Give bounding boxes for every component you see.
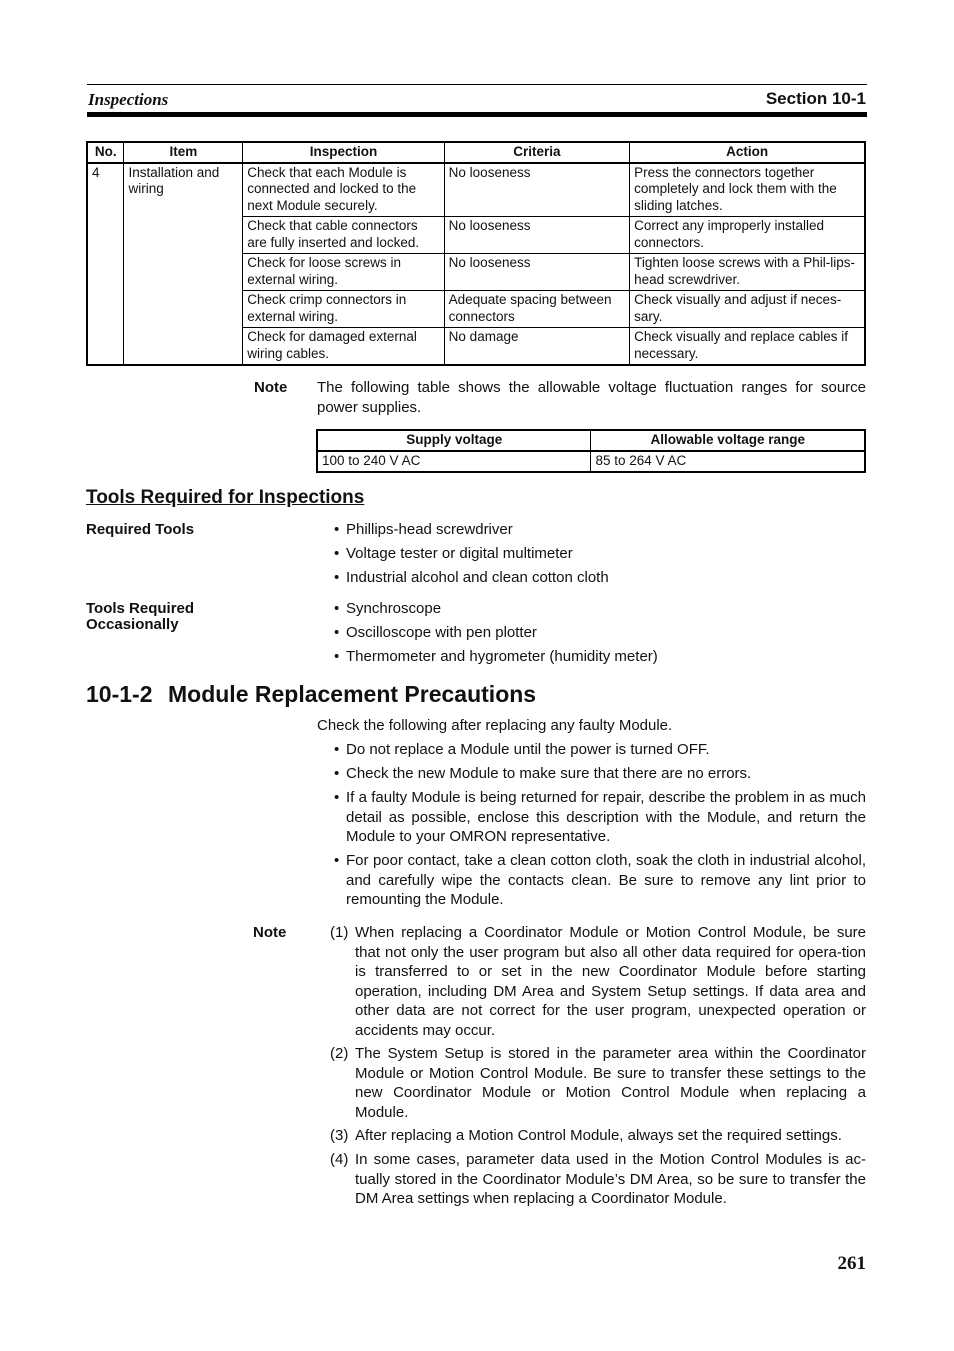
list-item: • Industrial alcohol and clean cotton cloth <box>332 568 866 588</box>
voltage-table <box>316 429 866 473</box>
list-item <box>330 1150 866 1209</box>
column-header-action: Action <box>630 142 865 163</box>
cell-supply-voltage: 100 to 240 V AC <box>317 451 591 473</box>
tools-heading: Tools Required for Inspections <box>86 487 365 508</box>
list-item: • If a faulty Module is being returned for repair, describe the problem in as much detail as possible, enclose this description with the Module, and return the Module to your OMRON representative. <box>332 788 866 847</box>
required-tools-list <box>332 520 866 592</box>
list-item: • Do not replace a Module until the power is turned OFF. <box>332 740 866 760</box>
table-row <box>317 451 865 473</box>
header-chapter-title: Inspections <box>88 90 169 109</box>
cell-action: Press the connectors together completely and lock them with the sliding latches. <box>630 163 865 217</box>
occasional-tools-label-line2: Occasionally <box>86 616 179 633</box>
cell-inspection: Check for loose screws in external wiring. <box>243 254 444 291</box>
column-header-criteria: Criteria <box>444 142 629 163</box>
note-numbered-list <box>330 923 866 1213</box>
cell-criteria: Adequate spacing between connectors <box>444 291 629 328</box>
cell-allowable-range: 85 to 264 V AC <box>591 451 865 473</box>
cell-inspection: Check that cable connectors are fully inserted and locked. <box>243 217 444 254</box>
list-item-text: After replacing a Motion Control Module, always set the required settings. <box>355 1127 842 1145</box>
list-item <box>330 923 866 1040</box>
list-item-text: The System Setup is stored in the parameter area within the Coordinator Module or Motion Control Module. Be sure to transfer these settings to the new Coordinator Module or Motion Control Module when replacing a Module. <box>355 1045 866 1121</box>
cell-action: Check visually and adjust if neces-sary. <box>630 291 865 328</box>
list-item: • For poor contact, take a clean cotton cloth, soak the cloth in industrial alcohol, and carefully wipe the contacts clean. Be sure to remove any lint prior to remounting the Module. <box>332 851 866 910</box>
occasional-tools-list <box>332 599 866 671</box>
section-number: 10-1-2 <box>86 681 153 707</box>
note-label: Note <box>253 924 287 941</box>
cell-action: Check visually and replace cables if necessary. <box>630 328 865 366</box>
list-item <box>330 1126 866 1146</box>
header-bottom-rule <box>87 112 867 117</box>
table-row <box>87 163 865 217</box>
section-intro: Check the following after replacing any faulty Module. <box>317 717 673 734</box>
cell-inspection: Check for damaged external wiring cables. <box>243 328 444 366</box>
occasional-tools-label-line1: Tools Required <box>86 600 195 617</box>
list-item-number: (3) <box>330 1127 349 1145</box>
cell-criteria: No looseness <box>444 217 629 254</box>
list-item: • Oscilloscope with pen plotter <box>332 623 866 643</box>
list-item-number: (2) <box>330 1045 349 1063</box>
column-header-inspection: Inspection <box>243 142 444 163</box>
list-item: • Voltage tester or digital multimeter <box>332 544 866 564</box>
cell-no: 4 <box>87 163 124 366</box>
column-header-supply-voltage: Supply voltage <box>317 430 591 451</box>
header-section-label: Section 10-1 <box>765 89 866 108</box>
table-header-row <box>87 142 865 163</box>
cell-inspection: Check that each Module is connected and locked to the next Module securely. <box>243 163 444 217</box>
cell-criteria: No looseness <box>444 163 629 217</box>
cell-action: Correct any improperly installed connectors. <box>630 217 865 254</box>
inspection-table <box>86 141 866 366</box>
section-heading <box>86 681 536 708</box>
required-tools-label: Required Tools <box>86 521 195 538</box>
table-header-row <box>317 430 865 451</box>
list-item-number: (1) <box>330 924 349 941</box>
cell-item: Installation and wiring <box>124 163 243 366</box>
occasional-tools-label <box>86 601 194 633</box>
note-text: The following table shows the allowable voltage fluctuation ranges for source power supplies. <box>317 379 866 416</box>
column-header-no: No. <box>87 142 124 163</box>
list-item: • Thermometer and hygrometer (humidity meter) <box>332 647 866 667</box>
list-item-text: When replacing a Coordinator Module or Motion Control Module, be sure that not only the user program but also all other data required for opera-tion is transferred to or set in the new Coordinator Module before starting operation, including DM Area and System Setup settings. If data area and other data are not correct for the user program, unexpected operation or accidents may occur. <box>355 924 866 1039</box>
page-number: 261 <box>837 1253 866 1274</box>
list-item-number: (4) <box>330 1151 349 1169</box>
note-label: Note <box>254 379 288 396</box>
list-item <box>330 1044 866 1122</box>
list-item: • Check the new Module to make sure that there are no errors. <box>332 764 866 784</box>
header-top-rule <box>87 84 867 85</box>
list-item: • Phillips-head screwdriver <box>332 520 866 540</box>
section-title: Module Replacement Precautions <box>168 681 537 707</box>
cell-action: Tighten loose screws with a Phil-lips-head screwdriver. <box>630 254 865 291</box>
cell-criteria: No damage <box>444 328 629 366</box>
cell-criteria: No looseness <box>444 254 629 291</box>
cell-inspection: Check crimp connectors in external wiring. <box>243 291 444 328</box>
precautions-list <box>332 740 866 914</box>
column-header-item: Item <box>124 142 243 163</box>
list-item-text: In some cases, parameter data used in the Motion Control Modules is ac-tually stored in the Coordinator Module’s DM Area, so be sure to transfer the DM Area settings when replacing a Coordinator Module. <box>355 1151 866 1208</box>
list-item: • Synchroscope <box>332 599 866 619</box>
column-header-allowable-range: Allowable voltage range <box>591 430 865 451</box>
